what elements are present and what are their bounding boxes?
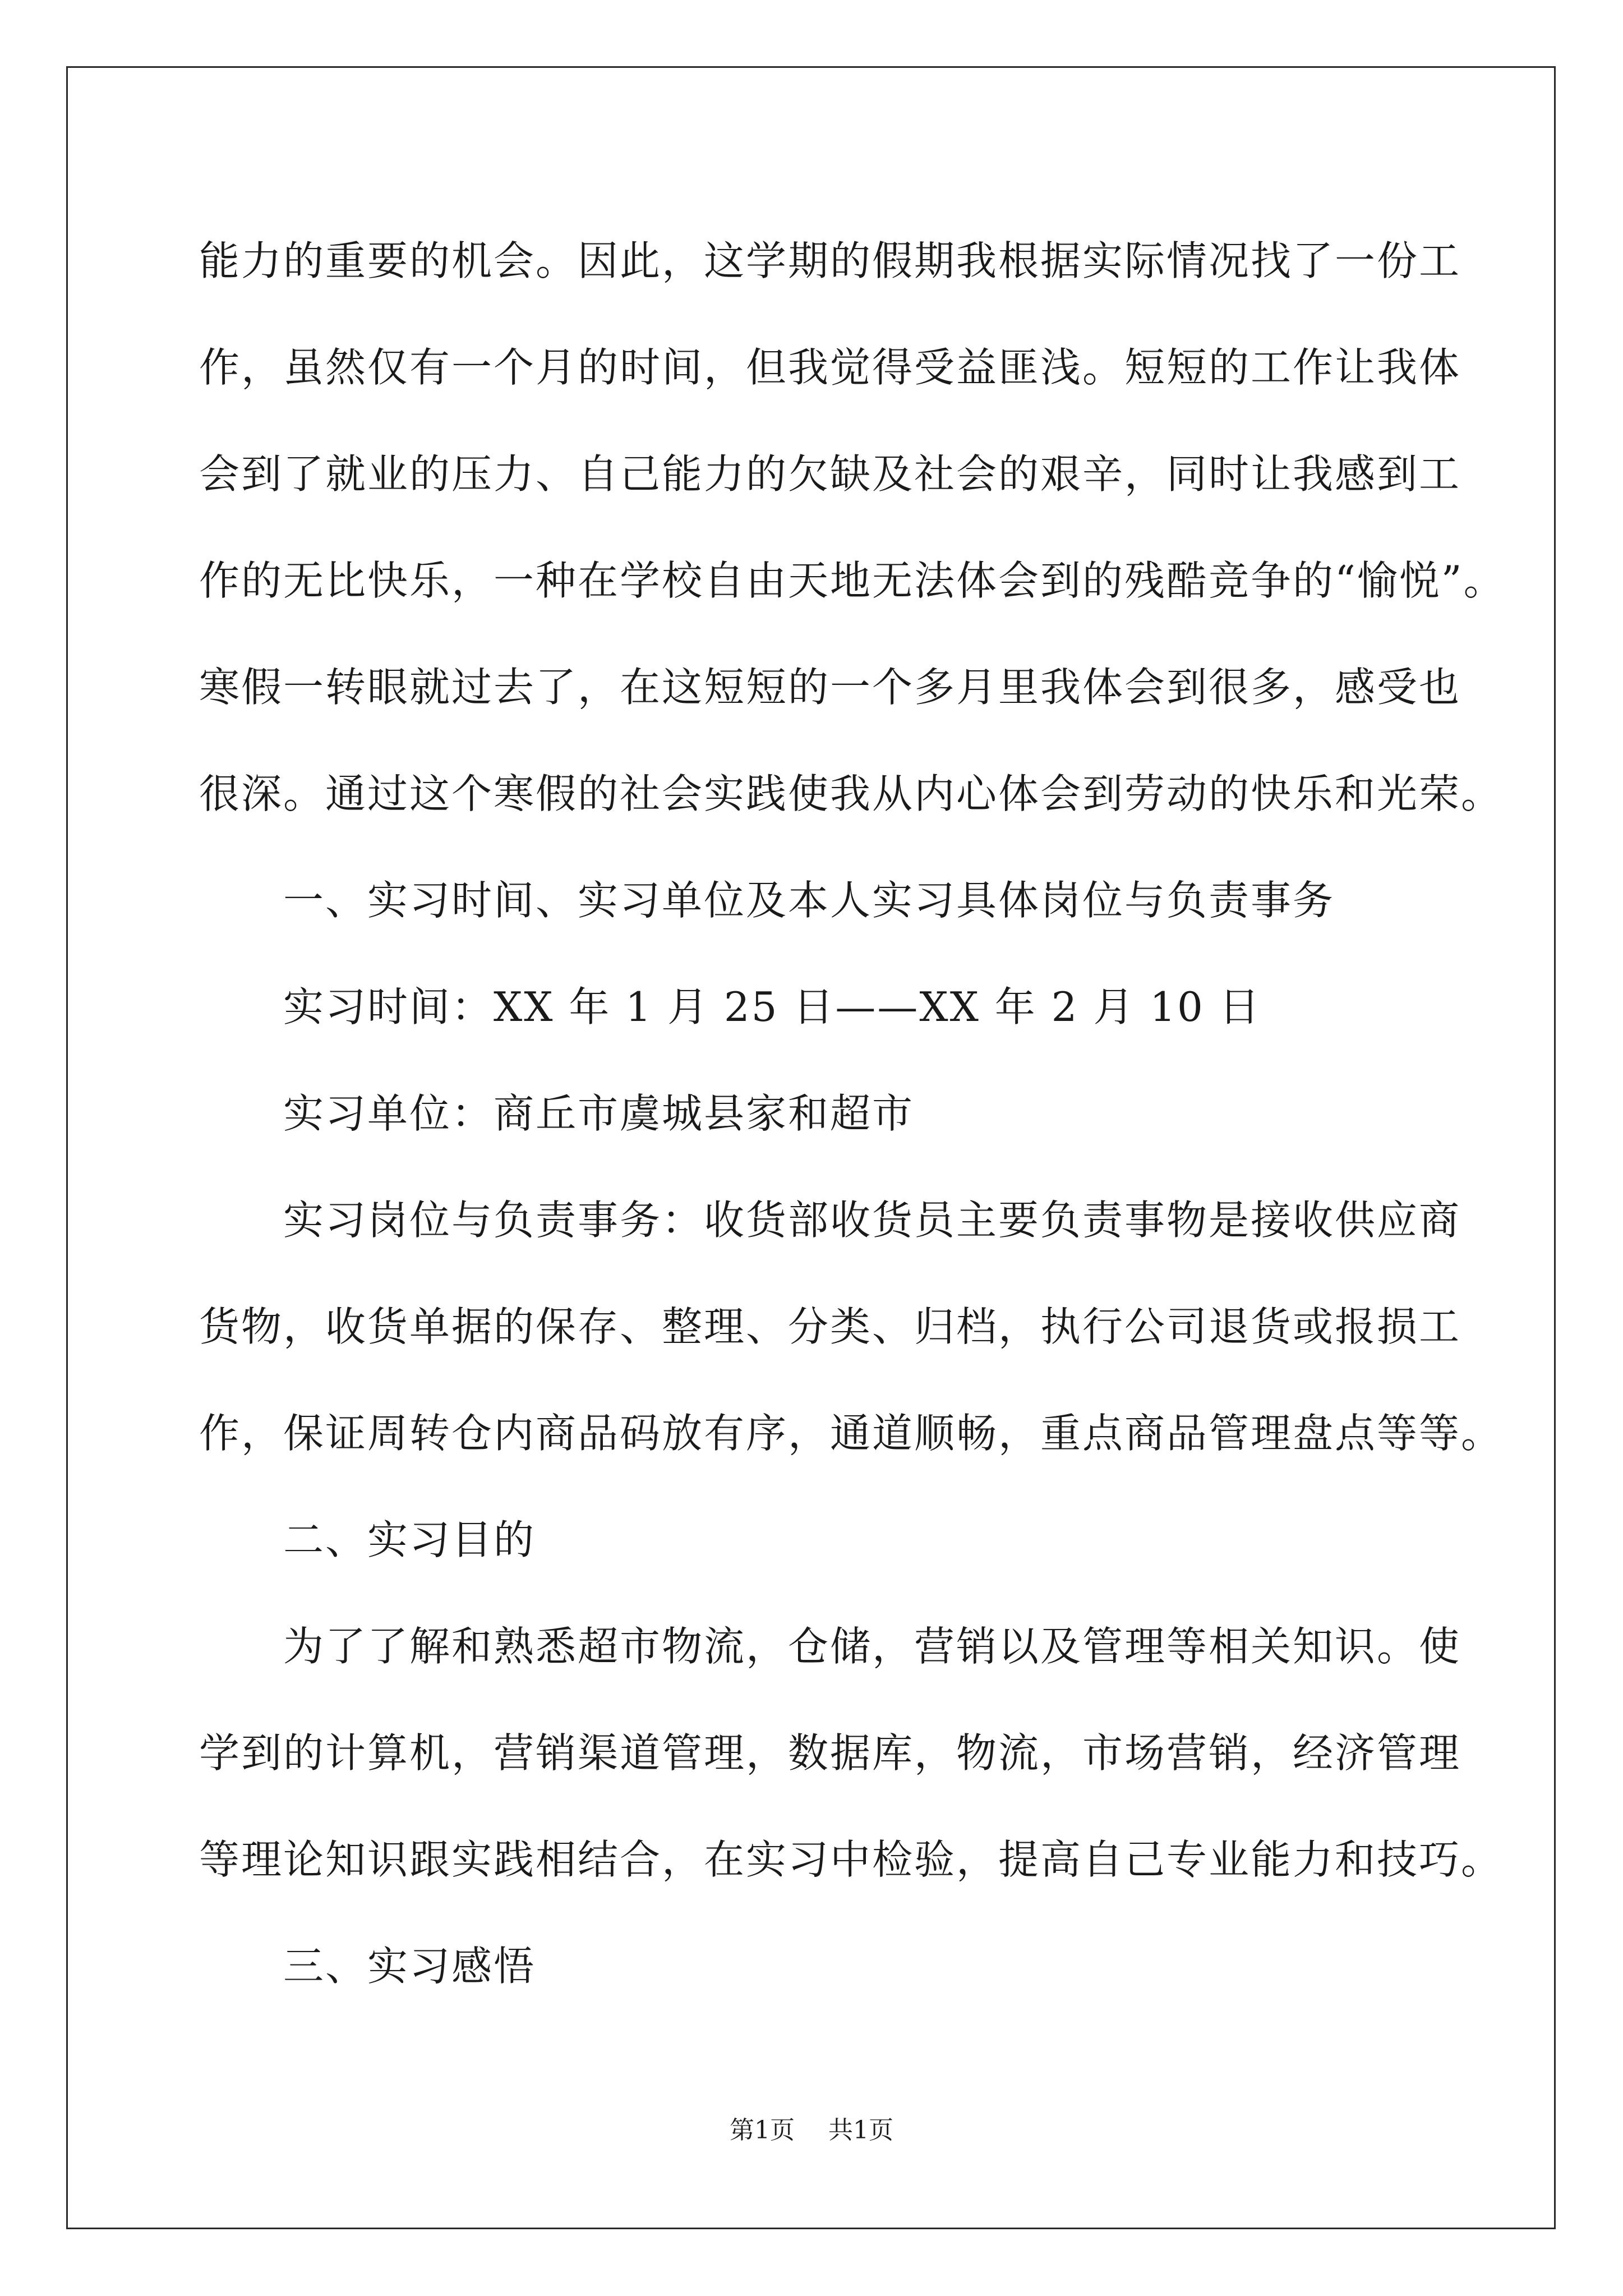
page-number: 第1页 [730, 2116, 795, 2145]
section-heading: 一、实习时间、实习单位及本人实习具体岗位与负责事务 [283, 877, 1335, 924]
document-body [199, 208, 1506, 2019]
page-footer [0, 2114, 1623, 2147]
paragraph-line: 作，虽然仅有一个月的时间，但我觉得受益匪浅。短短的工作让我体 [199, 344, 1461, 391]
paragraph-line: 作的无比快乐，一种在学校自由天地无法体会到的残酷竞争的“愉悦”。 [199, 557, 1506, 604]
paragraph-line: 能力的重要的机会。因此，这学期的假期我根据实际情况找了一份工 [199, 237, 1461, 284]
paragraph-line: 学到的计算机，营销渠道管理，数据库，物流，市场营销，经济管理 [199, 1729, 1461, 1777]
page-total: 共1页 [828, 2116, 893, 2145]
paragraph-line: 实习时间：XX 年 1 月 25 日——XX 年 2 月 10 日 [283, 983, 1261, 1030]
paragraph-line: 实习单位：商丘市虞城县家和超市 [283, 1090, 915, 1137]
paragraph-line: 货物，收货单据的保存、整理、分类、归档，执行公司退货或报损工 [199, 1303, 1461, 1350]
paragraph-line: 寒假一转眼就过去了，在这短短的一个多月里我体会到很多，感受也 [199, 664, 1461, 711]
section-heading: 三、实习感悟 [283, 1943, 536, 1990]
paragraph-line: 很深。通过这个寒假的社会实践使我从内心体会到劳动的快乐和光荣。 [199, 770, 1504, 817]
paragraph-line: 实习岗位与负责事务：收货部收货员主要负责事物是接收供应商 [283, 1197, 1461, 1244]
paragraph-line: 等理论知识跟实践相结合，在实习中检验，提高自己专业能力和技巧。 [199, 1836, 1504, 1883]
paragraph-line: 作，保证周转仓内商品码放有序，通道顺畅，重点商品管理盘点等等。 [199, 1410, 1504, 1457]
paragraph-line: 会到了就业的压力、自己能力的欠缺及社会的艰辛，同时让我感到工 [199, 450, 1461, 498]
paragraph-line: 为了了解和熟悉超市物流，仓储，营销以及管理等相关知识。使 [283, 1623, 1461, 1670]
section-heading: 二、实习目的 [283, 1516, 536, 1563]
